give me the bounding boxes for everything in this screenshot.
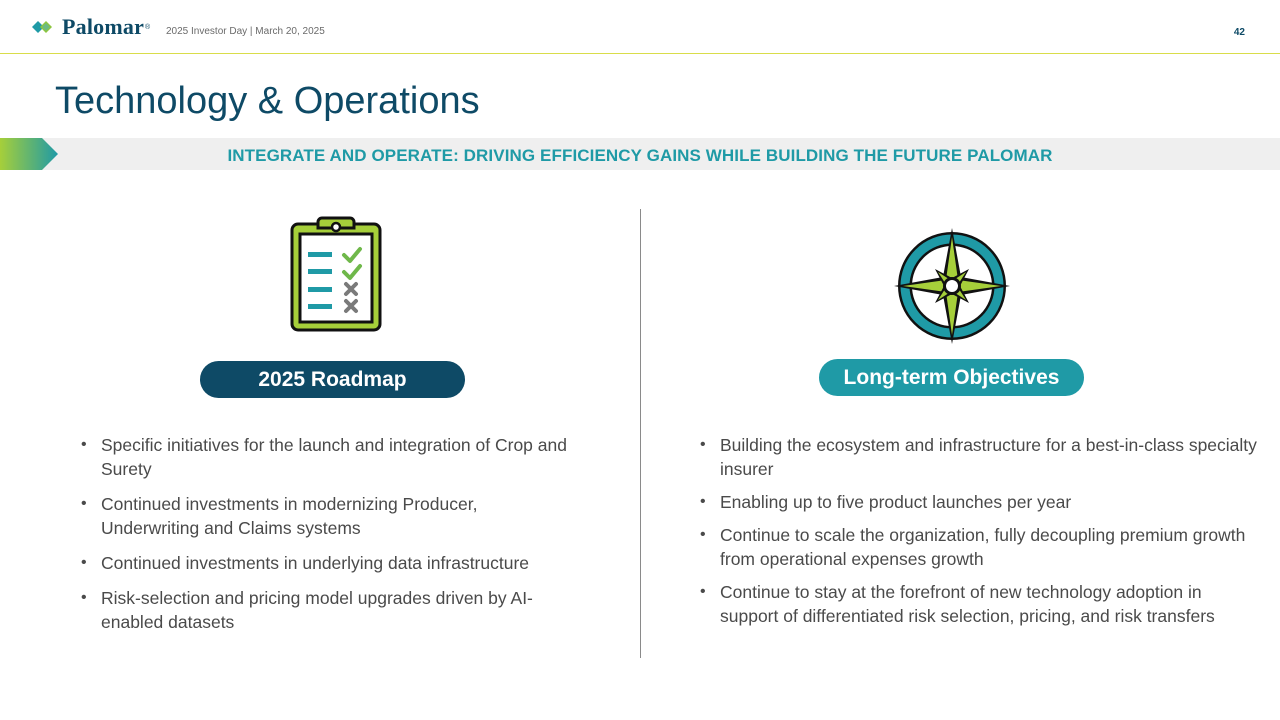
roadmap-heading-label: 2025 Roadmap: [258, 367, 407, 391]
column-divider: [640, 209, 641, 658]
list-item: • Enabling up to five product launches per year: [700, 490, 1260, 514]
section-banner: [0, 138, 1280, 170]
objectives-heading-label: Long-term Objectives: [843, 365, 1060, 389]
list-item: • Risk-selection and pricing model upgrades driven by AI-enabled datasets: [81, 586, 571, 634]
list-item: • Continue to stay at the forefront of new technology adoption in support of differentiated risk selection, pricing, and risk transfers: [700, 580, 1260, 628]
list-item: • Continue to scale the organization, fully decoupling premium growth from operational expenses growth: [700, 523, 1260, 571]
list-item: • Continued investments in underlying data infrastructure: [81, 551, 571, 575]
roadmap-bullet-list: [81, 433, 571, 645]
slide-header: [0, 0, 1280, 54]
slide-title: Technology & Operations: [55, 80, 480, 122]
objectives-heading-badge: [819, 359, 1084, 396]
logo-wordmark: Palomar: [62, 14, 145, 39]
clipboard-checklist-icon: [289, 214, 383, 334]
event-info: 2025 Investor Day | March 20, 2025: [166, 26, 325, 37]
list-item: • Building the ecosystem and infrastructure for a best-in-class specialty insurer: [700, 433, 1260, 481]
banner-text: INTEGRATE AND OPERATE: DRIVING EFFICIENCY GAINS WHILE BUILDING THE FUTURE PALOMAR: [227, 146, 1053, 165]
list-item: • Specific initiatives for the launch and integration of Crop and Surety: [81, 433, 571, 481]
page-number: 42: [1233, 27, 1245, 38]
objectives-bullet-list: [700, 433, 1260, 637]
palomar-diamond-icon: [32, 17, 58, 37]
roadmap-heading-badge: [200, 361, 465, 398]
palomar-logo: [32, 14, 150, 40]
logo-registered-mark: ®: [145, 23, 151, 31]
list-item: • Continued investments in modernizing Producer, Underwriting and Claims systems: [81, 492, 571, 540]
compass-icon: [891, 225, 1013, 347]
